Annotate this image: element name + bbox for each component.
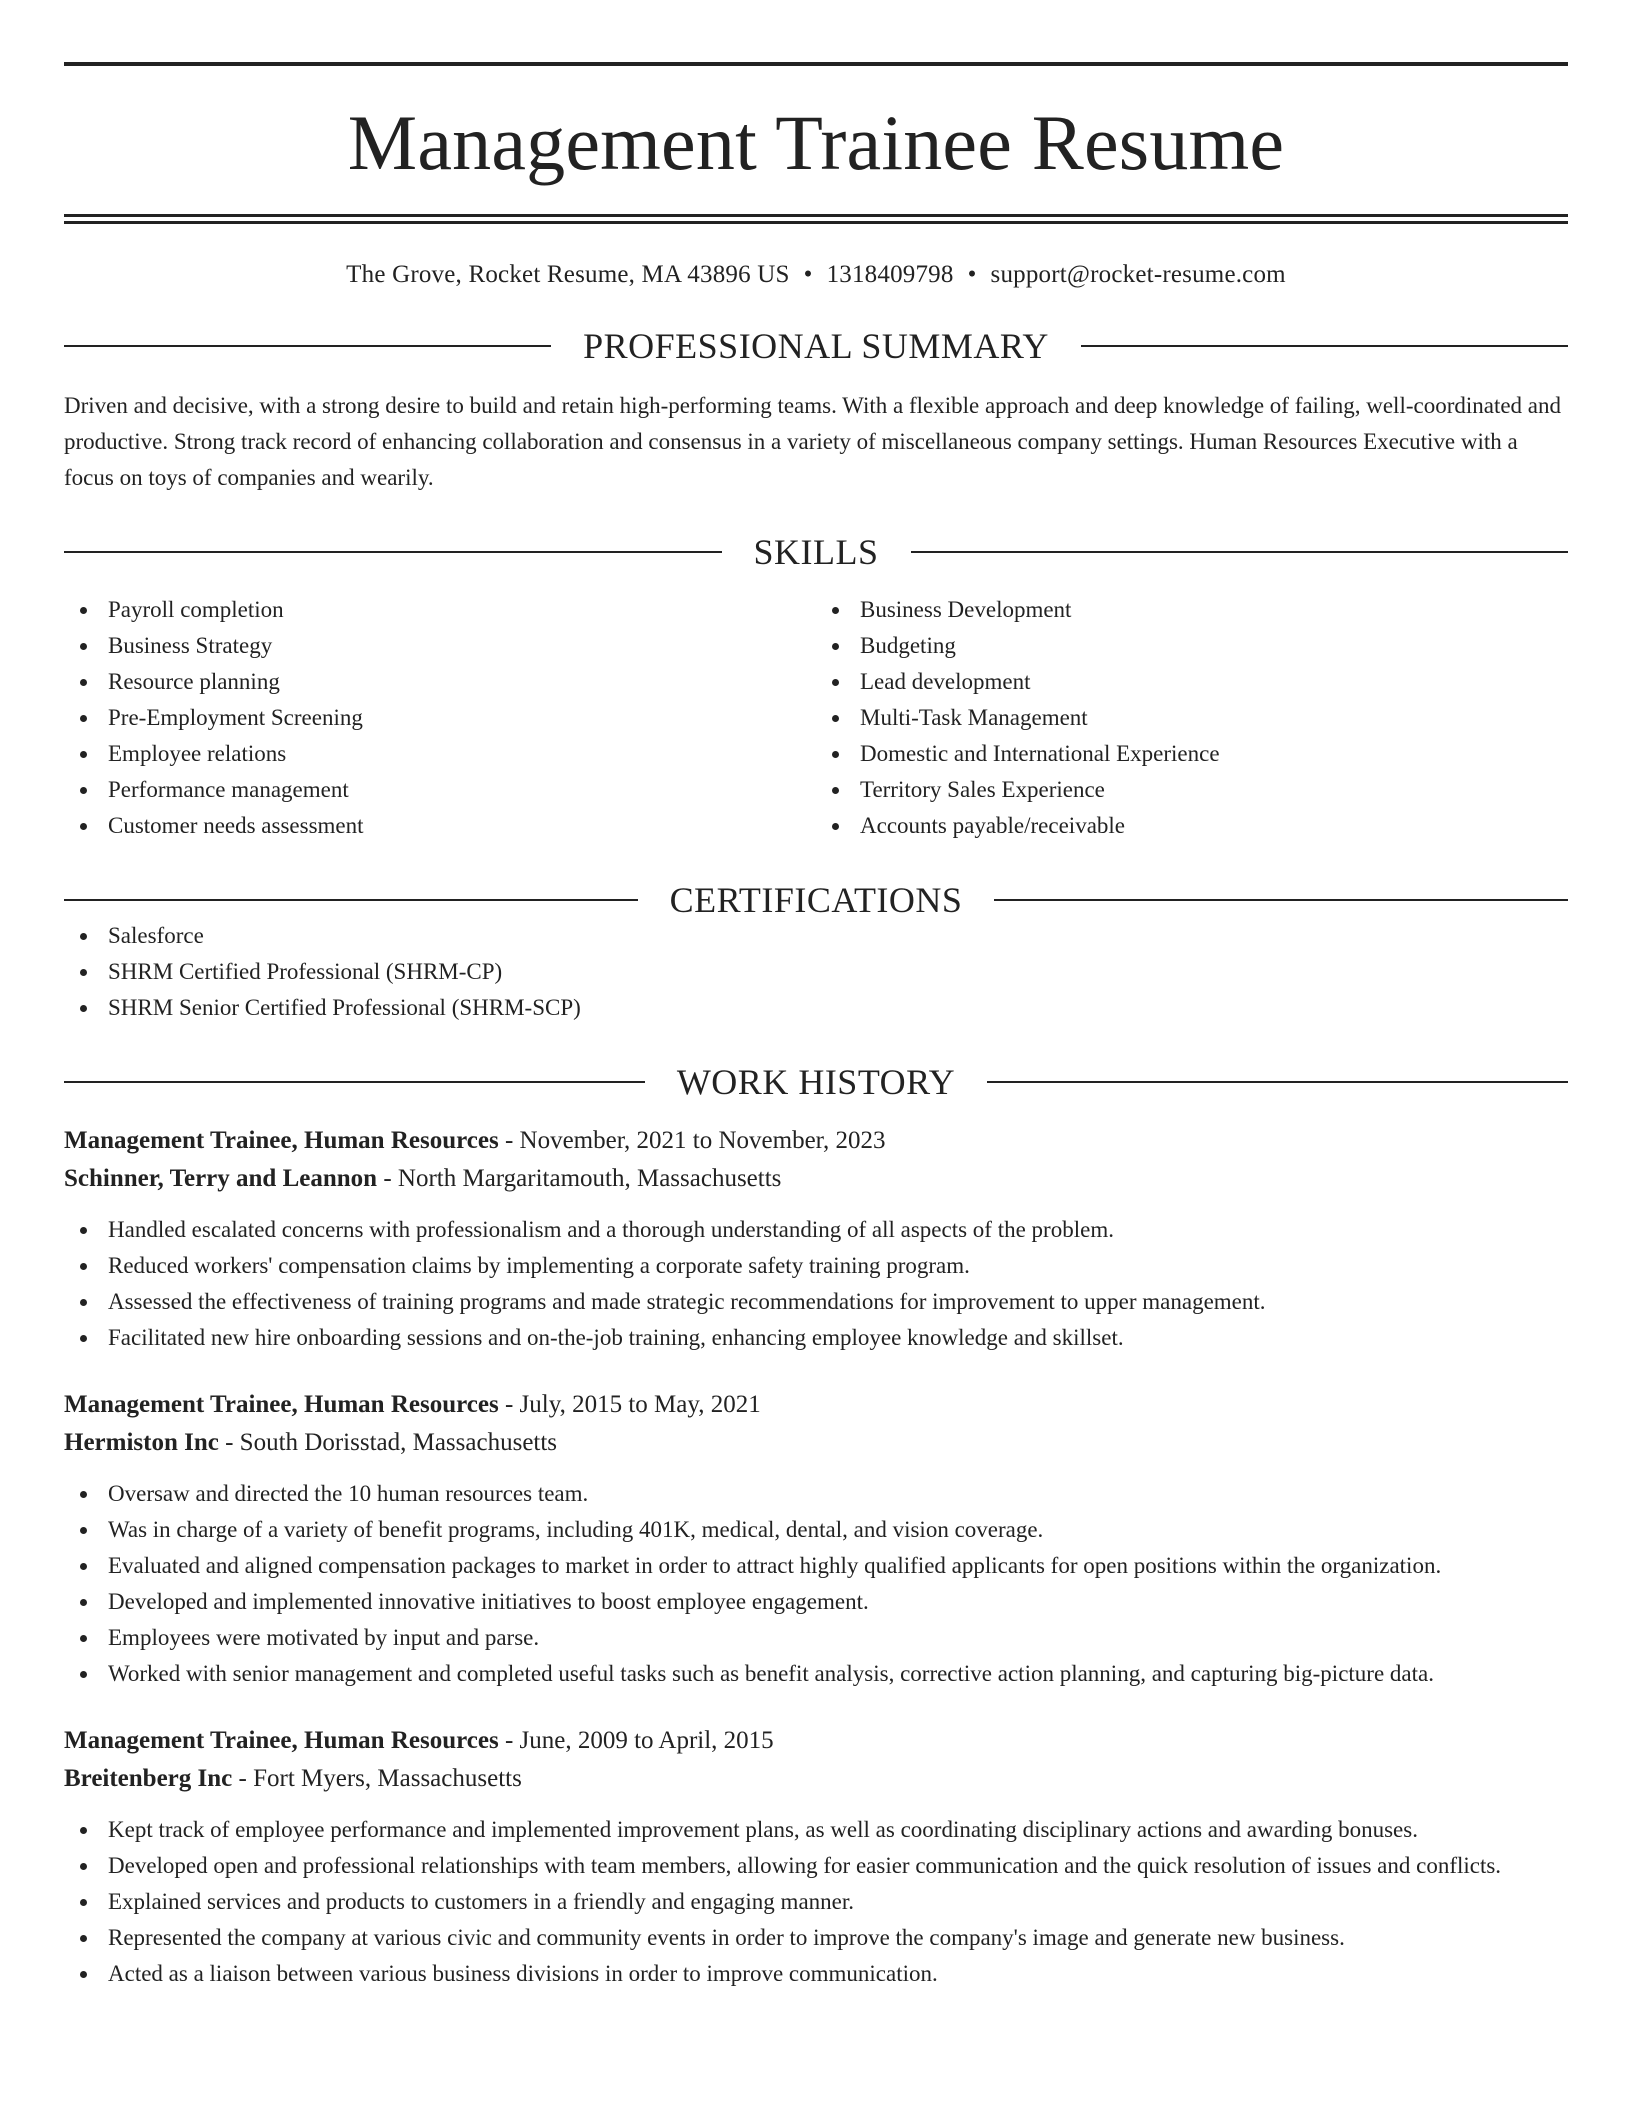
job-title: Management Trainee, Human Resources [64,1127,499,1154]
job-company-line [64,1424,1568,1462]
section-heading-work [64,1064,1568,1100]
contact-phone: 1318409798 [826,261,954,288]
skill-item: Resource planning [64,664,816,700]
job-location: - North Margaritamouth, Massachusetts [377,1165,782,1192]
job-entry [64,1386,1568,1692]
skills-column-right [816,592,1568,844]
job-title: Management Trainee, Human Resources [64,1727,499,1754]
contact-email: support@rocket-resume.com [990,261,1286,288]
job-bullet: Developed open and professional relationships with team members, allowing for easier communication and the quick resolution of issues and conflicts. [64,1848,1568,1884]
skill-item: Accounts payable/receivable [816,808,1568,844]
skill-item: Employee relations [64,736,816,772]
job-title: Management Trainee, Human Resources [64,1391,499,1418]
skills-list [816,592,1568,844]
title-double-rule [64,214,1568,224]
job-entry [64,1722,1568,1992]
skill-item: Business Development [816,592,1568,628]
section-heading-skills [64,534,1568,570]
heading-rule [994,899,1568,901]
skill-item: Performance management [64,772,816,808]
skill-item: Payroll completion [64,592,816,628]
job-company-line [64,1160,1568,1198]
heading-rule [1081,345,1568,347]
job-bullet: Evaluated and aligned compensation packages to market in order to attract highly qualified applicants for open positions within the organization. [64,1548,1568,1584]
certification-item: SHRM Senior Certified Professional (SHRM-SCP) [64,990,1568,1026]
section-title: PROFESSIONAL SUMMARY [583,326,1049,366]
job-bullets [64,1476,1568,1692]
skill-item: Business Strategy [64,628,816,664]
job-bullet: Developed and implemented innovative initiatives to boost employee engagement. [64,1584,1568,1620]
job-dates: - July, 2015 to May, 2021 [498,1391,761,1418]
job-bullet: Employees were motivated by input and parse. [64,1620,1568,1656]
job-bullet: Explained services and products to customers in a friendly and engaging manner. [64,1884,1568,1920]
job-title-line [64,1386,1568,1424]
certification-item: Salesforce [64,918,1568,954]
job-company: Breitenberg Inc [64,1765,233,1792]
job-location: - South Dorisstad, Massachusetts [218,1429,558,1456]
skills-column-left [64,592,816,844]
skills-list [64,592,816,844]
job-title-line [64,1122,1568,1160]
heading-rule [64,551,722,553]
skill-item: Domestic and International Experience [816,736,1568,772]
section-title: WORK HISTORY [676,1062,956,1102]
contact-separator: • [803,261,813,288]
job-bullet: Worked with senior management and completed useful tasks such as benefit analysis, corrective action planning, and capturing big-picture data. [64,1656,1568,1692]
heading-rule [987,1081,1568,1083]
summary-text: Driven and decisive, with a strong desire to build and retain high-performing teams. With a flexible approach and deep knowledge of failing, well-coordinated and productive. Strong track record of enhancing collaboration and consensus in a variety of miscellaneous company settings. Human Resources Executive with a focus on toys of companies and wearily. [64,393,1562,490]
heading-rule [911,551,1569,553]
heading-rule [64,899,638,901]
skill-item: Multi-Task Management [816,700,1568,736]
job-bullet: Assessed the effectiveness of training programs and made strategic recommendations for improvement to upper management. [64,1284,1568,1320]
job-bullet: Acted as a liaison between various business divisions in order to improve communication. [64,1956,1568,1992]
job-dates: - June, 2009 to April, 2015 [498,1727,774,1754]
certification-item: SHRM Certified Professional (SHRM-CP) [64,954,1568,990]
job-bullet: Oversaw and directed the 10 human resources team. [64,1476,1568,1512]
job-bullet: Facilitated new hire onboarding sessions and on-the-job training, enhancing employee knowledge and skillset. [64,1320,1568,1356]
skill-item: Customer needs assessment [64,808,816,844]
skills-grid [64,592,1568,844]
heading-rule [64,1081,645,1083]
job-title-line [64,1722,1568,1760]
job-bullets [64,1212,1568,1356]
job-bullet: Was in charge of a variety of benefit programs, including 401K, medical, dental, and vision coverage. [64,1512,1568,1548]
skill-item: Pre-Employment Screening [64,700,816,736]
job-company: Schinner, Terry and Leannon [64,1165,378,1192]
job-bullet: Reduced workers' compensation claims by implementing a corporate safety training program. [64,1248,1568,1284]
job-bullets [64,1812,1568,1992]
section-heading-summary [64,328,1568,364]
job-dates: - November, 2021 to November, 2023 [498,1127,886,1154]
resume-title: Management Trainee Resume [347,99,1285,186]
skill-item: Territory Sales Experience [816,772,1568,808]
heading-rule [64,345,551,347]
contact-address: The Grove, Rocket Resume, MA 43896 US [346,261,790,288]
job-bullet: Represented the company at various civic and community events in order to improve the company's image and generate new business. [64,1920,1568,1956]
job-entry [64,1122,1568,1356]
job-bullet: Handled escalated concerns with professionalism and a thorough understanding of all aspects of the problem. [64,1212,1568,1248]
section-title: CERTIFICATIONS [669,880,963,920]
job-bullet: Kept track of employee performance and implemented improvement plans, as well as coordinating disciplinary actions and awarding bonuses. [64,1812,1568,1848]
section-heading-certifications [64,882,1568,918]
skill-item: Lead development [816,664,1568,700]
skill-item: Budgeting [816,628,1568,664]
contact-separator: • [967,261,977,288]
job-company-line [64,1760,1568,1798]
job-location: - Fort Myers, Massachusetts [232,1765,522,1792]
section-title: SKILLS [753,532,879,572]
job-company: Hermiston Inc [64,1429,219,1456]
contact-line [64,260,1568,290]
certifications-list [64,918,1568,1026]
top-rule [64,62,1568,66]
